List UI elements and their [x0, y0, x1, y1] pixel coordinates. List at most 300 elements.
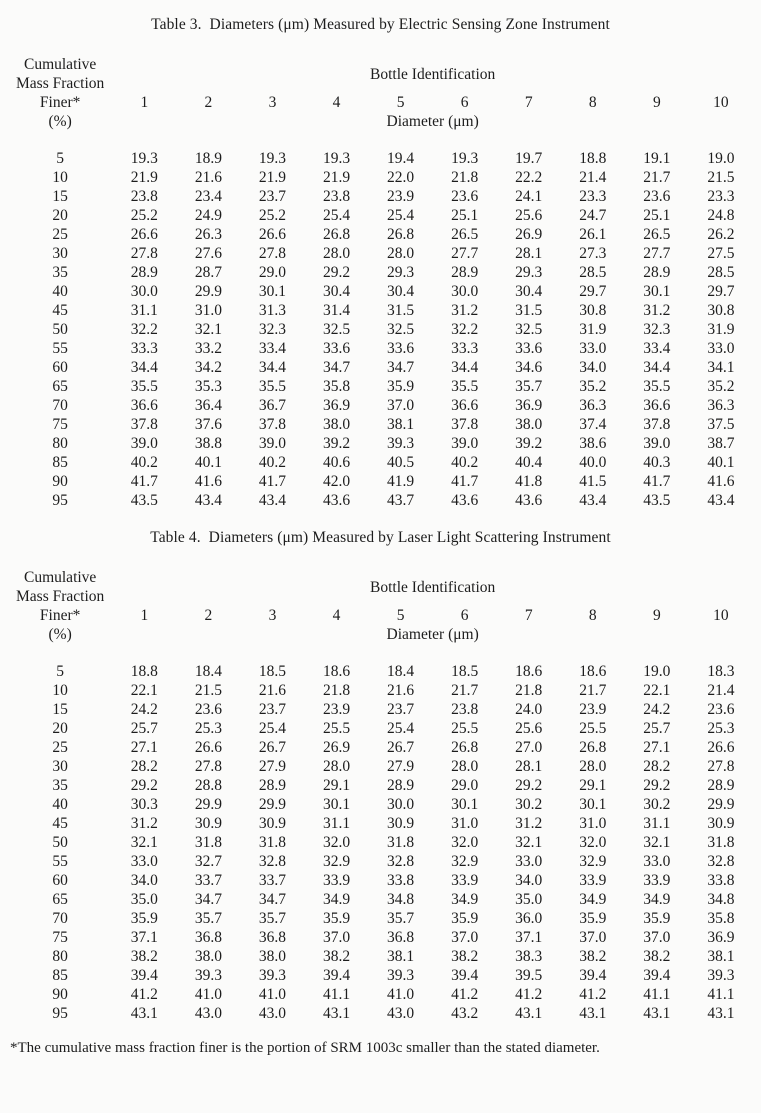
percent-row-label: 35 — [52, 777, 68, 794]
table-row — [8, 491, 753, 510]
diameter-value-cell: 41.9 — [387, 473, 415, 490]
left-header-line: Cumulative — [23, 56, 97, 73]
diameter-value-cell: 34.9 — [451, 891, 479, 908]
left-header-line: (%) — [48, 113, 72, 130]
diameter-value-cell: 28.1 — [515, 245, 543, 262]
bottle-identification-header: Bottle Identification — [370, 578, 496, 596]
diameter-value-cell: 37.0 — [451, 929, 479, 946]
diameter-value-cell: 28.2 — [130, 758, 158, 775]
diameter-value-cell: 23.9 — [579, 701, 607, 718]
diameter-value-cell: 38.2 — [451, 948, 479, 965]
percent-row-label: 10 — [52, 169, 68, 186]
diameter-value-cell: 31.1 — [322, 815, 351, 832]
diameter-value-cell: 35.0 — [130, 891, 158, 908]
header-row-column-numbers — [8, 606, 753, 625]
table-4-title: Table 4. Diameters (μm) Measured by Laser Light Scattering Instrument — [150, 529, 611, 546]
diameter-value-cell: 34.4 — [643, 359, 671, 376]
diameter-value-cell: 18.6 — [515, 663, 543, 680]
diameter-value-cell: 26.8 — [579, 739, 607, 756]
diameter-value-cell: 33.9 — [451, 872, 479, 889]
left-header-line: Mass Fraction — [16, 588, 105, 605]
diameter-value-cell: 33.7 — [194, 872, 222, 889]
diameter-value-cell: 29.9 — [194, 796, 222, 813]
diameter-value-cell: 41.7 — [451, 473, 479, 490]
diameter-value-cell: 18.9 — [194, 150, 222, 167]
diameter-value-cell: 36.8 — [387, 929, 415, 946]
diameter-value-cell: 33.9 — [322, 872, 351, 889]
table-row — [8, 263, 753, 282]
diameter-value-cell: 18.3 — [707, 663, 735, 680]
diameter-value-cell: 19.0 — [707, 150, 735, 167]
diameter-value-cell: 43.1 — [322, 1005, 351, 1022]
table-row — [8, 244, 753, 263]
diameter-value-cell: 18.5 — [451, 663, 479, 680]
diameter-value-cell: 21.5 — [707, 169, 735, 186]
diameter-value-cell: 33.0 — [130, 853, 158, 870]
diameter-value-cell: 37.6 — [194, 416, 222, 433]
percent-row-label: 70 — [52, 397, 68, 414]
diameter-value-cell: 41.2 — [130, 986, 158, 1003]
diameter-value-cell: 26.6 — [194, 739, 222, 756]
diameter-value-cell: 28.5 — [579, 264, 607, 281]
diameter-value-cell: 23.7 — [387, 701, 415, 718]
diameter-value-cell: 35.9 — [322, 910, 351, 927]
diameter-value-cell: 33.8 — [387, 872, 415, 889]
percent-row-label: 95 — [52, 492, 68, 509]
diameter-value-cell: 26.9 — [322, 739, 351, 756]
diameter-value-cell: 30.1 — [258, 283, 287, 300]
diameter-value-cell: 32.7 — [194, 853, 222, 870]
diameter-value-cell: 21.7 — [643, 169, 671, 186]
diameter-value-cell: 21.6 — [194, 169, 222, 186]
table-row — [8, 377, 753, 396]
diameter-value-cell: 41.0 — [387, 986, 415, 1003]
diameter-value-cell: 25.6 — [515, 207, 543, 224]
diameter-value-cell: 29.3 — [387, 264, 415, 281]
diameter-value-cell: 31.9 — [579, 321, 607, 338]
diameter-value-cell: 29.9 — [258, 796, 287, 813]
diameter-value-cell: 30.0 — [387, 796, 415, 813]
diameter-value-cell: 41.1 — [322, 986, 351, 1003]
table-row — [8, 320, 753, 339]
diameter-value-cell: 41.2 — [579, 986, 607, 1003]
diameter-value-cell: 26.7 — [258, 739, 287, 756]
diameter-value-cell: 41.2 — [515, 986, 543, 1003]
table-row — [8, 833, 753, 852]
diameter-value-cell: 24.2 — [130, 701, 158, 718]
diameter-value-cell: 21.7 — [579, 682, 607, 699]
diameter-value-cell: 21.9 — [130, 169, 158, 186]
diameter-value-cell: 38.2 — [322, 948, 351, 965]
diameter-value-cell: 27.7 — [451, 245, 479, 262]
diameter-value-cell: 30.4 — [322, 283, 351, 300]
column-number-header: 6 — [460, 607, 469, 624]
diameter-value-cell: 37.1 — [515, 929, 543, 946]
percent-row-label: 45 — [52, 815, 68, 832]
table-4-section — [8, 529, 753, 1023]
diameter-value-cell: 25.2 — [258, 207, 287, 224]
diameter-value-cell: 35.9 — [387, 378, 415, 395]
diameter-value-cell: 33.6 — [515, 340, 543, 357]
diameter-value-cell: 25.7 — [643, 720, 671, 737]
diameter-value-cell: 30.9 — [387, 815, 415, 832]
percent-row-label: 20 — [52, 720, 68, 737]
table-row — [8, 776, 753, 795]
diameter-value-cell: 43.0 — [258, 1005, 287, 1022]
diameter-value-cell: 39.2 — [515, 435, 543, 452]
table-row — [8, 928, 753, 947]
diameter-value-cell: 31.2 — [451, 302, 479, 319]
diameter-value-cell: 24.2 — [643, 701, 671, 718]
percent-row-label: 80 — [52, 948, 68, 965]
diameter-value-cell: 18.8 — [579, 150, 607, 167]
table-row — [8, 814, 753, 833]
diameter-value-cell: 39.3 — [387, 967, 415, 984]
percent-row-label: 15 — [52, 701, 68, 718]
diameter-value-cell: 35.7 — [258, 910, 287, 927]
diameter-value-cell: 39.0 — [451, 435, 479, 452]
diameter-value-cell: 40.3 — [643, 454, 671, 471]
diameter-value-cell: 40.1 — [707, 454, 735, 471]
diameter-value-cell: 30.0 — [451, 283, 479, 300]
diameter-value-cell: 36.9 — [515, 397, 543, 414]
diameter-value-cell: 30.9 — [707, 815, 735, 832]
table-row — [8, 738, 753, 757]
diameter-value-cell: 28.2 — [643, 758, 671, 775]
diameter-value-cell: 33.9 — [643, 872, 671, 889]
diameter-value-cell: 32.9 — [579, 853, 607, 870]
diameter-value-cell: 38.1 — [707, 948, 735, 965]
diameter-value-cell: 21.6 — [387, 682, 415, 699]
column-number-header: 7 — [524, 607, 533, 624]
diameter-value-cell: 25.3 — [707, 720, 735, 737]
diameter-value-cell: 28.0 — [322, 758, 351, 775]
diameter-value-cell: 29.9 — [707, 796, 735, 813]
percent-row-label: 65 — [52, 378, 68, 395]
diameter-value-cell: 30.2 — [515, 796, 543, 813]
diameter-value-cell: 25.2 — [130, 207, 158, 224]
diameter-value-cell: 33.3 — [130, 340, 158, 357]
column-number-header: 9 — [652, 94, 661, 111]
diameter-value-cell: 23.9 — [387, 188, 415, 205]
diameter-value-cell: 43.5 — [643, 492, 671, 509]
diameter-value-cell: 32.9 — [322, 853, 351, 870]
diameter-value-cell: 35.8 — [322, 378, 351, 395]
diameter-value-cell: 29.2 — [643, 777, 671, 794]
diameter-value-cell: 18.4 — [387, 663, 415, 680]
diameter-value-cell: 37.1 — [130, 929, 158, 946]
diameter-value-cell: 43.4 — [579, 492, 607, 509]
diameter-value-cell: 31.2 — [643, 302, 671, 319]
diameter-value-cell: 29.1 — [579, 777, 607, 794]
diameter-value-cell: 30.8 — [707, 302, 735, 319]
table-4 — [8, 568, 753, 1023]
diameter-value-cell: 39.4 — [322, 967, 351, 984]
diameter-value-cell: 41.0 — [194, 986, 222, 1003]
diameter-value-cell: 32.0 — [579, 834, 607, 851]
percent-row-label: 20 — [52, 207, 68, 224]
diameter-value-cell: 26.8 — [451, 739, 479, 756]
diameter-value-cell: 38.0 — [515, 416, 543, 433]
diameter-value-cell: 30.1 — [643, 283, 671, 300]
diameter-value-cell: 23.6 — [194, 701, 222, 718]
diameter-value-cell: 28.9 — [707, 777, 735, 794]
diameter-value-cell: 19.0 — [643, 663, 671, 680]
diameter-value-cell: 36.9 — [707, 929, 735, 946]
diameter-value-cell: 28.0 — [322, 245, 351, 262]
diameter-unit-header: Diameter (μm) — [386, 626, 479, 643]
diameter-value-cell: 39.0 — [258, 435, 287, 452]
diameter-value-cell: 37.5 — [707, 416, 735, 433]
diameter-value-cell: 40.4 — [515, 454, 543, 471]
percent-row-label: 50 — [52, 834, 68, 851]
diameter-value-cell: 37.0 — [643, 929, 671, 946]
diameter-value-cell: 39.3 — [258, 967, 287, 984]
diameter-value-cell: 26.3 — [194, 226, 222, 243]
diameter-value-cell: 27.8 — [130, 245, 158, 262]
diameter-value-cell: 39.4 — [643, 967, 671, 984]
diameter-value-cell: 27.8 — [194, 758, 222, 775]
diameter-value-cell: 38.1 — [387, 416, 415, 433]
percent-row-label: 40 — [52, 796, 68, 813]
diameter-value-cell: 35.9 — [451, 910, 479, 927]
percent-row-label: 85 — [52, 454, 68, 471]
diameter-value-cell: 23.4 — [194, 188, 222, 205]
diameter-value-cell: 38.2 — [643, 948, 671, 965]
diameter-value-cell: 35.2 — [579, 378, 607, 395]
diameter-value-cell: 25.1 — [643, 207, 671, 224]
percent-row-label: 90 — [52, 986, 68, 1003]
diameter-value-cell: 21.4 — [579, 169, 607, 186]
diameter-value-cell: 36.7 — [258, 397, 287, 414]
diameter-value-cell: 21.6 — [258, 682, 287, 699]
table-row — [8, 206, 753, 225]
diameter-value-cell: 24.0 — [515, 701, 543, 718]
diameter-value-cell: 26.8 — [387, 226, 415, 243]
diameter-value-cell: 31.0 — [579, 815, 607, 832]
diameter-value-cell: 43.7 — [387, 492, 415, 509]
diameter-value-cell: 43.0 — [194, 1005, 222, 1022]
diameter-value-cell: 28.5 — [707, 264, 735, 281]
diameter-value-cell: 31.0 — [194, 302, 222, 319]
table-row — [8, 301, 753, 320]
table-row — [8, 168, 753, 187]
diameter-value-cell: 33.4 — [643, 340, 671, 357]
diameter-value-cell: 27.8 — [258, 245, 287, 262]
diameter-value-cell: 21.4 — [707, 682, 735, 699]
header-row — [8, 55, 753, 74]
diameter-value-cell: 31.5 — [515, 302, 543, 319]
diameter-value-cell: 25.4 — [387, 207, 415, 224]
diameter-value-cell: 29.9 — [194, 283, 222, 300]
diameter-value-cell: 43.1 — [130, 1005, 158, 1022]
table-row — [8, 719, 753, 738]
diameter-value-cell: 38.8 — [194, 435, 222, 452]
diameter-value-cell: 36.3 — [579, 397, 607, 414]
diameter-value-cell: 41.6 — [707, 473, 735, 490]
diameter-value-cell: 33.0 — [579, 340, 607, 357]
header-row-column-numbers — [8, 93, 753, 112]
table-row — [8, 1004, 753, 1023]
percent-row-label: 25 — [52, 226, 68, 243]
column-number-header: 5 — [396, 94, 405, 111]
diameter-value-cell: 22.1 — [643, 682, 671, 699]
diameter-unit-header: Diameter (μm) — [386, 113, 479, 130]
diameter-value-cell: 43.1 — [643, 1005, 671, 1022]
diameter-value-cell: 28.9 — [451, 264, 479, 281]
diameter-value-cell: 19.1 — [643, 150, 671, 167]
diameter-value-cell: 34.6 — [515, 359, 543, 376]
diameter-value-cell: 41.1 — [707, 986, 735, 1003]
diameter-value-cell: 25.5 — [451, 720, 479, 737]
diameter-value-cell: 43.4 — [707, 492, 735, 509]
diameter-value-cell: 25.7 — [130, 720, 158, 737]
diameter-value-cell: 26.6 — [707, 739, 735, 756]
header-row-units — [8, 112, 753, 149]
diameter-value-cell: 33.6 — [322, 340, 351, 357]
percent-row-label: 90 — [52, 473, 68, 490]
diameter-value-cell: 26.8 — [322, 226, 351, 243]
diameter-value-cell: 29.1 — [322, 777, 351, 794]
column-number-header: 7 — [524, 94, 533, 111]
percent-row-label: 65 — [52, 891, 68, 908]
diameter-value-cell: 31.1 — [643, 815, 671, 832]
diameter-value-cell: 26.2 — [707, 226, 735, 243]
diameter-value-cell: 26.1 — [579, 226, 607, 243]
diameter-value-cell: 19.7 — [515, 150, 543, 167]
table-row — [8, 795, 753, 814]
table-row — [8, 149, 753, 168]
diameter-value-cell: 34.0 — [579, 359, 607, 376]
diameter-value-cell: 28.9 — [643, 264, 671, 281]
diameter-value-cell: 32.0 — [322, 834, 351, 851]
diameter-value-cell: 37.8 — [643, 416, 671, 433]
diameter-value-cell: 43.1 — [579, 1005, 607, 1022]
diameter-value-cell: 21.8 — [322, 682, 351, 699]
diameter-value-cell: 22.1 — [130, 682, 158, 699]
diameter-value-cell: 34.9 — [322, 891, 351, 908]
diameter-value-cell: 29.2 — [515, 777, 543, 794]
diameter-value-cell: 26.5 — [451, 226, 479, 243]
diameter-value-cell: 35.5 — [258, 378, 287, 395]
table-row — [8, 187, 753, 206]
table-row — [8, 890, 753, 909]
diameter-value-cell: 28.8 — [194, 777, 222, 794]
diameter-value-cell: 35.5 — [643, 378, 671, 395]
diameter-value-cell: 28.0 — [387, 245, 415, 262]
diameter-value-cell: 34.8 — [707, 891, 735, 908]
diameter-value-cell: 25.3 — [194, 720, 222, 737]
table-3-title: Table 3. Diameters (μm) Measured by Electric Sensing Zone Instrument — [151, 16, 610, 33]
diameter-value-cell: 32.1 — [643, 834, 671, 851]
percent-row-label: 95 — [52, 1005, 68, 1022]
diameter-value-cell: 34.7 — [258, 891, 287, 908]
diameter-value-cell: 39.5 — [515, 967, 543, 984]
diameter-value-cell: 43.4 — [258, 492, 287, 509]
diameter-value-cell: 43.4 — [194, 492, 222, 509]
column-number-header: 5 — [396, 607, 405, 624]
diameter-value-cell: 38.0 — [194, 948, 222, 965]
column-number-header: 3 — [268, 607, 277, 624]
diameter-value-cell: 36.3 — [707, 397, 735, 414]
diameter-value-cell: 42.0 — [322, 473, 351, 490]
diameter-value-cell: 24.8 — [707, 207, 735, 224]
diameter-value-cell: 39.2 — [322, 435, 351, 452]
diameter-value-cell: 23.9 — [322, 701, 351, 718]
diameter-value-cell: 33.6 — [387, 340, 415, 357]
diameter-value-cell: 35.7 — [515, 378, 543, 395]
table-row — [8, 681, 753, 700]
diameter-value-cell: 41.6 — [194, 473, 222, 490]
diameter-value-cell: 26.9 — [515, 226, 543, 243]
diameter-value-cell: 34.4 — [451, 359, 479, 376]
diameter-value-cell: 32.2 — [451, 321, 479, 338]
diameter-value-cell: 23.8 — [451, 701, 479, 718]
diameter-value-cell: 19.3 — [322, 150, 351, 167]
diameter-value-cell: 43.0 — [387, 1005, 415, 1022]
table-row — [8, 871, 753, 890]
diameter-value-cell: 33.3 — [451, 340, 479, 357]
diameter-value-cell: 31.2 — [130, 815, 158, 832]
diameter-value-cell: 29.7 — [579, 283, 607, 300]
diameter-value-cell: 30.2 — [643, 796, 671, 813]
diameter-value-cell: 39.4 — [130, 967, 158, 984]
percent-row-label: 15 — [52, 188, 68, 205]
diameter-value-cell: 32.9 — [451, 853, 479, 870]
diameter-value-cell: 35.0 — [515, 891, 543, 908]
diameter-value-cell: 26.6 — [130, 226, 158, 243]
diameter-value-cell: 33.8 — [707, 872, 735, 889]
diameter-value-cell: 28.9 — [258, 777, 287, 794]
diameter-value-cell: 35.7 — [194, 910, 222, 927]
diameter-value-cell: 18.6 — [322, 663, 351, 680]
diameter-value-cell: 18.6 — [579, 663, 607, 680]
percent-row-label: 75 — [52, 416, 68, 433]
diameter-value-cell: 34.0 — [130, 872, 158, 889]
diameter-value-cell: 25.1 — [451, 207, 479, 224]
header-row-units — [8, 625, 753, 662]
diameter-value-cell: 40.2 — [451, 454, 479, 471]
diameter-value-cell: 32.8 — [707, 853, 735, 870]
percent-row-label: 35 — [52, 264, 68, 281]
diameter-value-cell: 43.6 — [515, 492, 543, 509]
column-number-header: 8 — [588, 607, 597, 624]
diameter-value-cell: 38.0 — [322, 416, 351, 433]
left-header-line: (%) — [48, 626, 72, 643]
document-page — [8, 16, 753, 1057]
diameter-value-cell: 33.2 — [194, 340, 222, 357]
diameter-value-cell: 31.9 — [707, 321, 735, 338]
diameter-value-cell: 35.5 — [130, 378, 158, 395]
table-row — [8, 396, 753, 415]
diameter-value-cell: 33.4 — [258, 340, 287, 357]
percent-row-label: 50 — [52, 321, 68, 338]
diameter-value-cell: 37.0 — [579, 929, 607, 946]
left-header-line: Cumulative — [23, 569, 97, 586]
diameter-value-cell: 36.4 — [194, 397, 222, 414]
diameter-value-cell: 32.0 — [451, 834, 479, 851]
diameter-value-cell: 34.7 — [322, 359, 351, 376]
diameter-value-cell: 19.3 — [258, 150, 287, 167]
table-row — [8, 757, 753, 776]
diameter-value-cell: 28.7 — [194, 264, 222, 281]
diameter-value-cell: 30.9 — [258, 815, 287, 832]
diameter-value-cell: 26.6 — [258, 226, 287, 243]
diameter-value-cell: 33.0 — [707, 340, 735, 357]
diameter-value-cell: 34.9 — [643, 891, 671, 908]
diameter-value-cell: 38.2 — [130, 948, 158, 965]
diameter-value-cell: 32.8 — [258, 853, 287, 870]
